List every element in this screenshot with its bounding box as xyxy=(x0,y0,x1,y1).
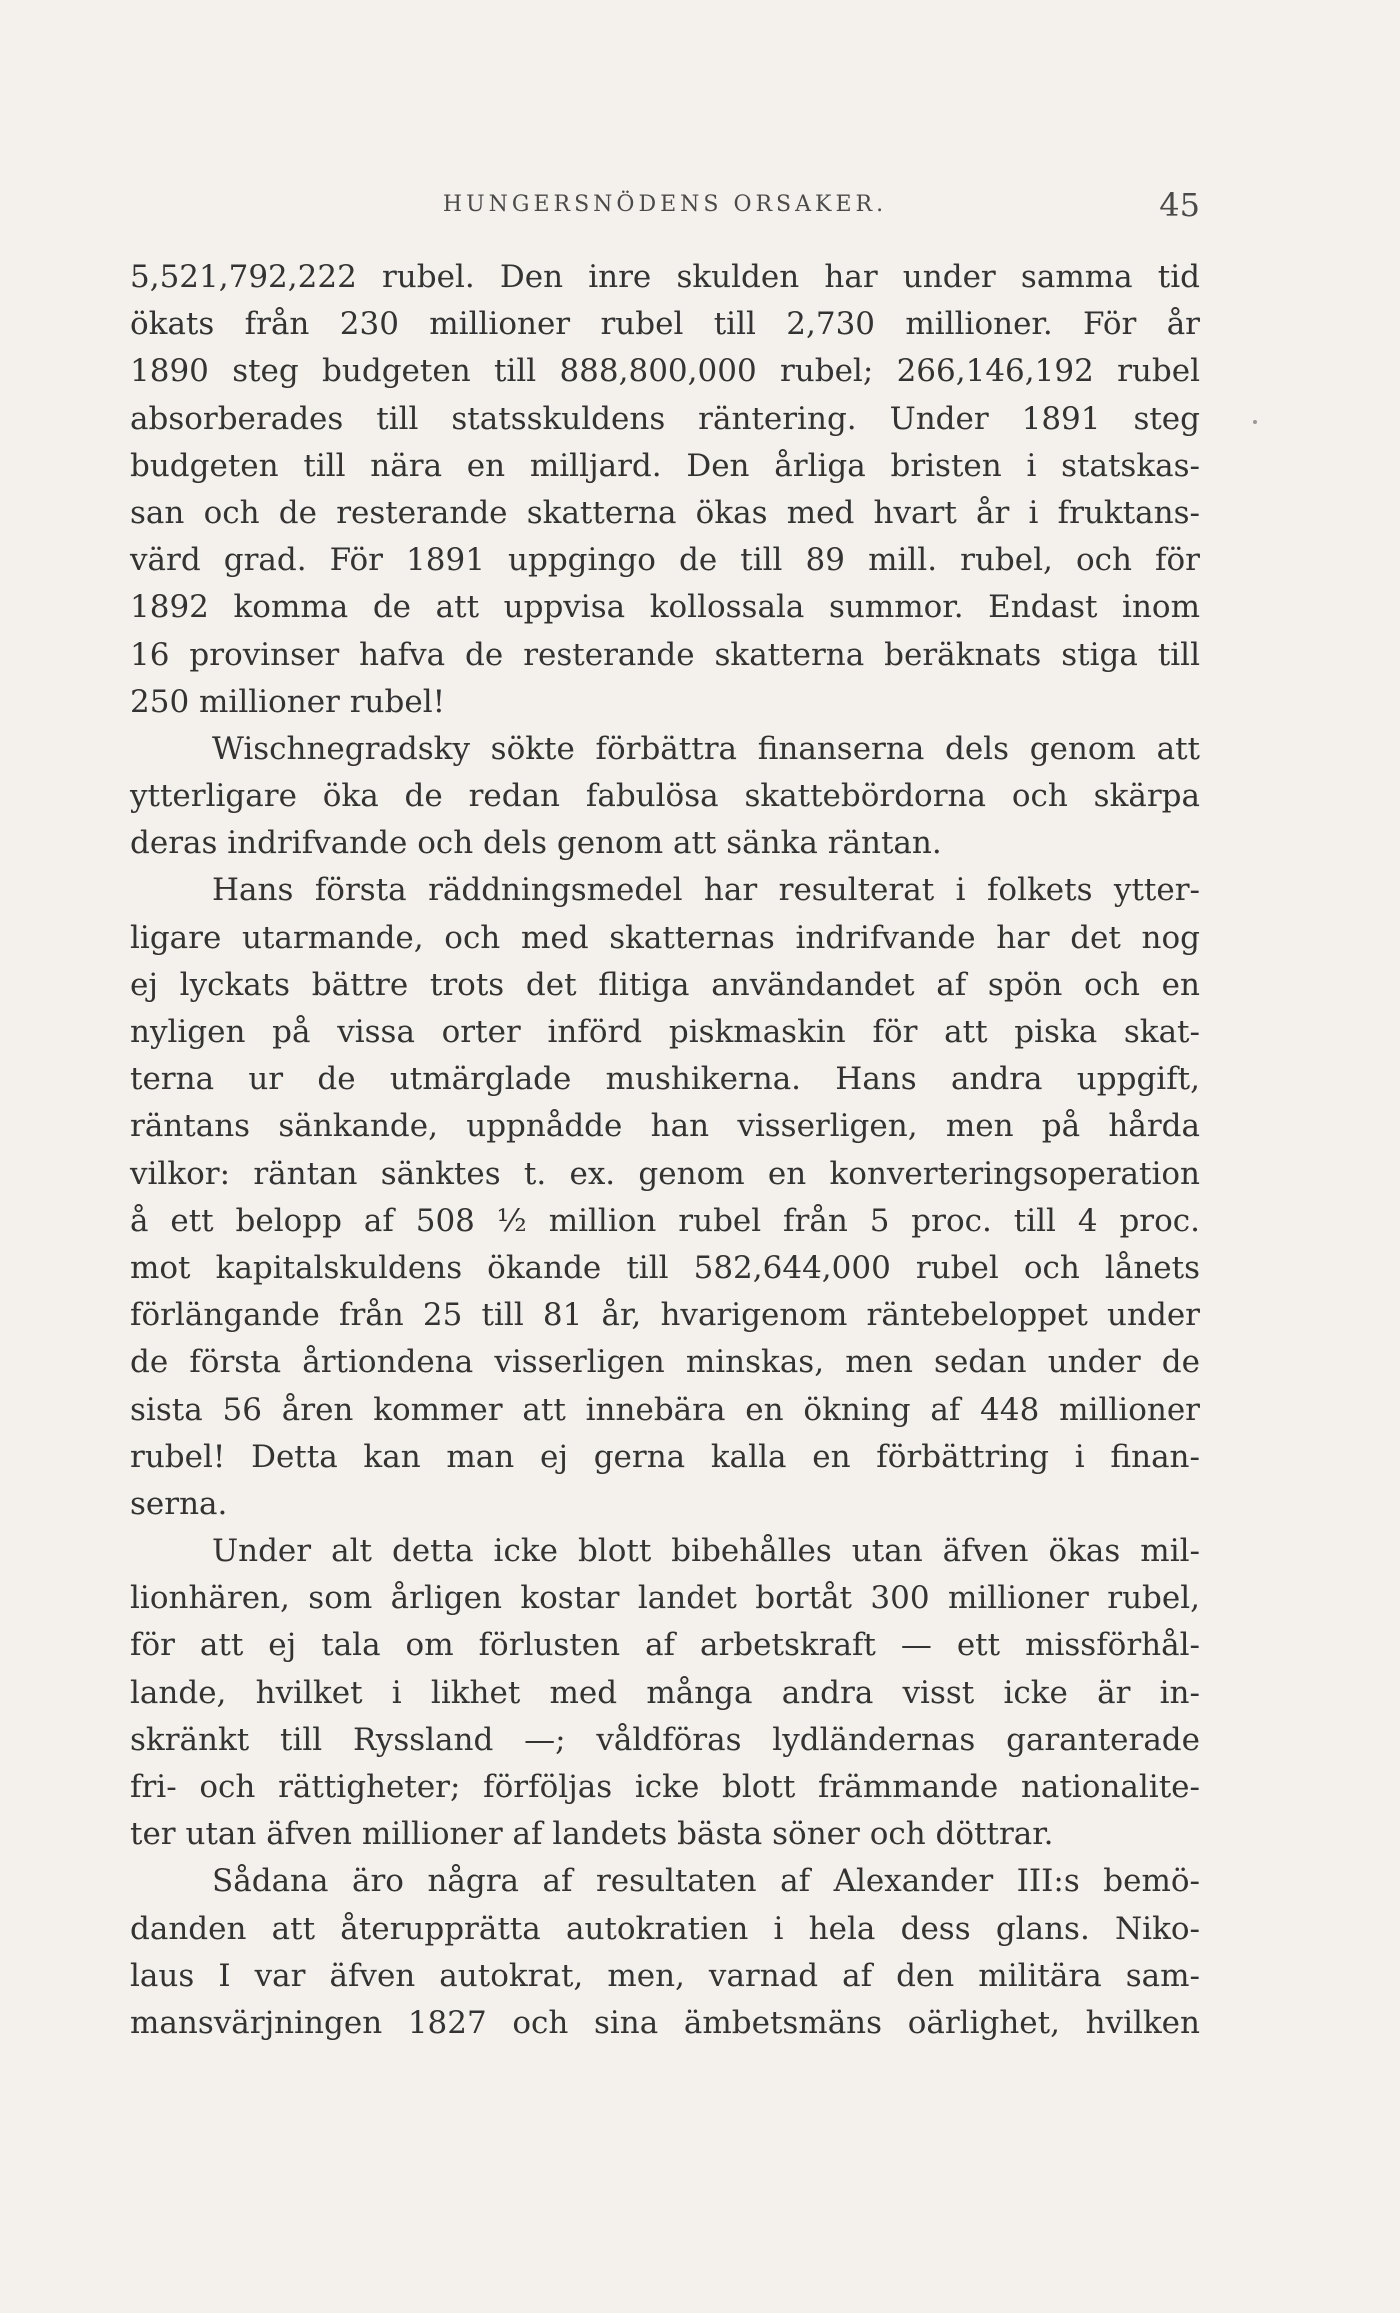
text-line: 16 provinser hafva de resterande skatterna beräknats stiga till xyxy=(130,636,1200,673)
text-line: vilkor: räntan sänktes t. ex. genom en konverteringsoperation xyxy=(130,1155,1200,1192)
text-line: skränkt till Ryssland —; våldföras lydländernas garanterade xyxy=(130,1721,1200,1758)
text-line: 5,521,792,222 rubel. Den inre skulden har under samma tid xyxy=(130,259,1200,295)
text-line: ligare utarmande, och med skatternas indrifvande har det nog xyxy=(130,919,1200,956)
text-line: Sådana äro några af resultaten af Alexander III:s bemö- xyxy=(212,1863,1200,1900)
text-line: mansvärjningen 1827 och sina ämbetsmäns oärlighet, hvilken xyxy=(130,2004,1200,2041)
text-line: fri- och rättigheter; förföljas icke blott främmande nationalite- xyxy=(130,1769,1200,1805)
text-line: 250 millioner rubel! xyxy=(130,683,446,720)
text-line: lande, hvilket i likhet med många andra visst icke är in- xyxy=(130,1674,1200,1711)
text-line: Under alt detta icke blott bibehålles utan äfven ökas mil- xyxy=(212,1533,1200,1570)
text-line: san och de resterande skatterna ökas med hvart år i fruktans- xyxy=(130,494,1200,531)
text-line: de första årtiondena visserligen minskas, men sedan under de xyxy=(130,1344,1200,1381)
body-text xyxy=(130,254,1200,2047)
text-line: serna. xyxy=(130,1485,228,1522)
text-line: rubel! Detta kan man ej gerna kalla en förbättring i finan- xyxy=(130,1438,1200,1475)
text-line: ökats från 230 millioner rubel till 2,730 millioner. För år xyxy=(130,306,1200,343)
text-line: deras indrifvande och dels genom att sänka räntan. xyxy=(130,825,942,862)
text-line: laus I var äfven autokrat, men, varnad af den militära sam- xyxy=(130,1957,1200,1994)
page-number: 45 xyxy=(1159,186,1200,224)
text-line: nyligen på vissa orter införd piskmaskin för att piska skat- xyxy=(130,1014,1200,1050)
text-line: 1892 komma de att uppvisa kollossala summor. Endast inom xyxy=(130,589,1200,626)
text-line: budgeten till nära en milljard. Den årliga bristen i statskas- xyxy=(130,447,1200,484)
text-line: sista 56 åren kommer att innebära en ökning af 448 millioner xyxy=(130,1391,1200,1428)
text-line: förlängande från 25 till 81 år, hvarigenom räntebeloppet under xyxy=(130,1297,1200,1334)
text-line: ytterligare öka de redan fabulösa skattebördorna och skärpa xyxy=(130,778,1200,815)
running-header xyxy=(130,186,1200,226)
text-line: lionhären, som årligen kostar landet bortåt 300 millioner rubel, xyxy=(130,1580,1200,1617)
margin-dot xyxy=(1253,420,1257,424)
text-line: värd grad. För 1891 uppgingo de till 89 mill. rubel, och för xyxy=(130,542,1200,579)
running-title: HUNGERSNÖDENS ORSAKER. xyxy=(442,192,888,217)
text-line: mot kapitalskuldens ökande till 582,644,000 rubel och lånets xyxy=(130,1249,1200,1286)
text-line: danden att återupprätta autokratien i hela dess glans. Niko- xyxy=(130,1910,1200,1947)
text-line: Hans första räddningsmedel har resulterat i folkets ytter- xyxy=(212,872,1200,909)
text-line: absorberades till statsskuldens räntering. Under 1891 steg xyxy=(130,400,1200,437)
text-line: terna ur de utmärglade mushikerna. Hans andra uppgift, xyxy=(130,1061,1200,1098)
text-line: ter utan äfven millioner af landets bästa söner och döttrar. xyxy=(130,1816,1054,1853)
text-line: ej lyckats bättre trots det flitiga användandet af spön och en xyxy=(130,966,1200,1003)
text-line: 1890 steg budgeten till 888,800,000 rubel; 266,146,192 rubel xyxy=(130,353,1200,390)
text-line: Wischnegradsky sökte förbättra finanserna dels genom att xyxy=(212,730,1200,767)
text-line: räntans sänkande, uppnådde han visserligen, men på hårda xyxy=(130,1108,1200,1145)
text-line: för att ej tala om förlusten af arbetskraft — ett missförhål- xyxy=(130,1627,1200,1664)
text-line: å ett belopp af 508 ½ million rubel från 5 proc. till 4 proc. xyxy=(130,1202,1200,1239)
